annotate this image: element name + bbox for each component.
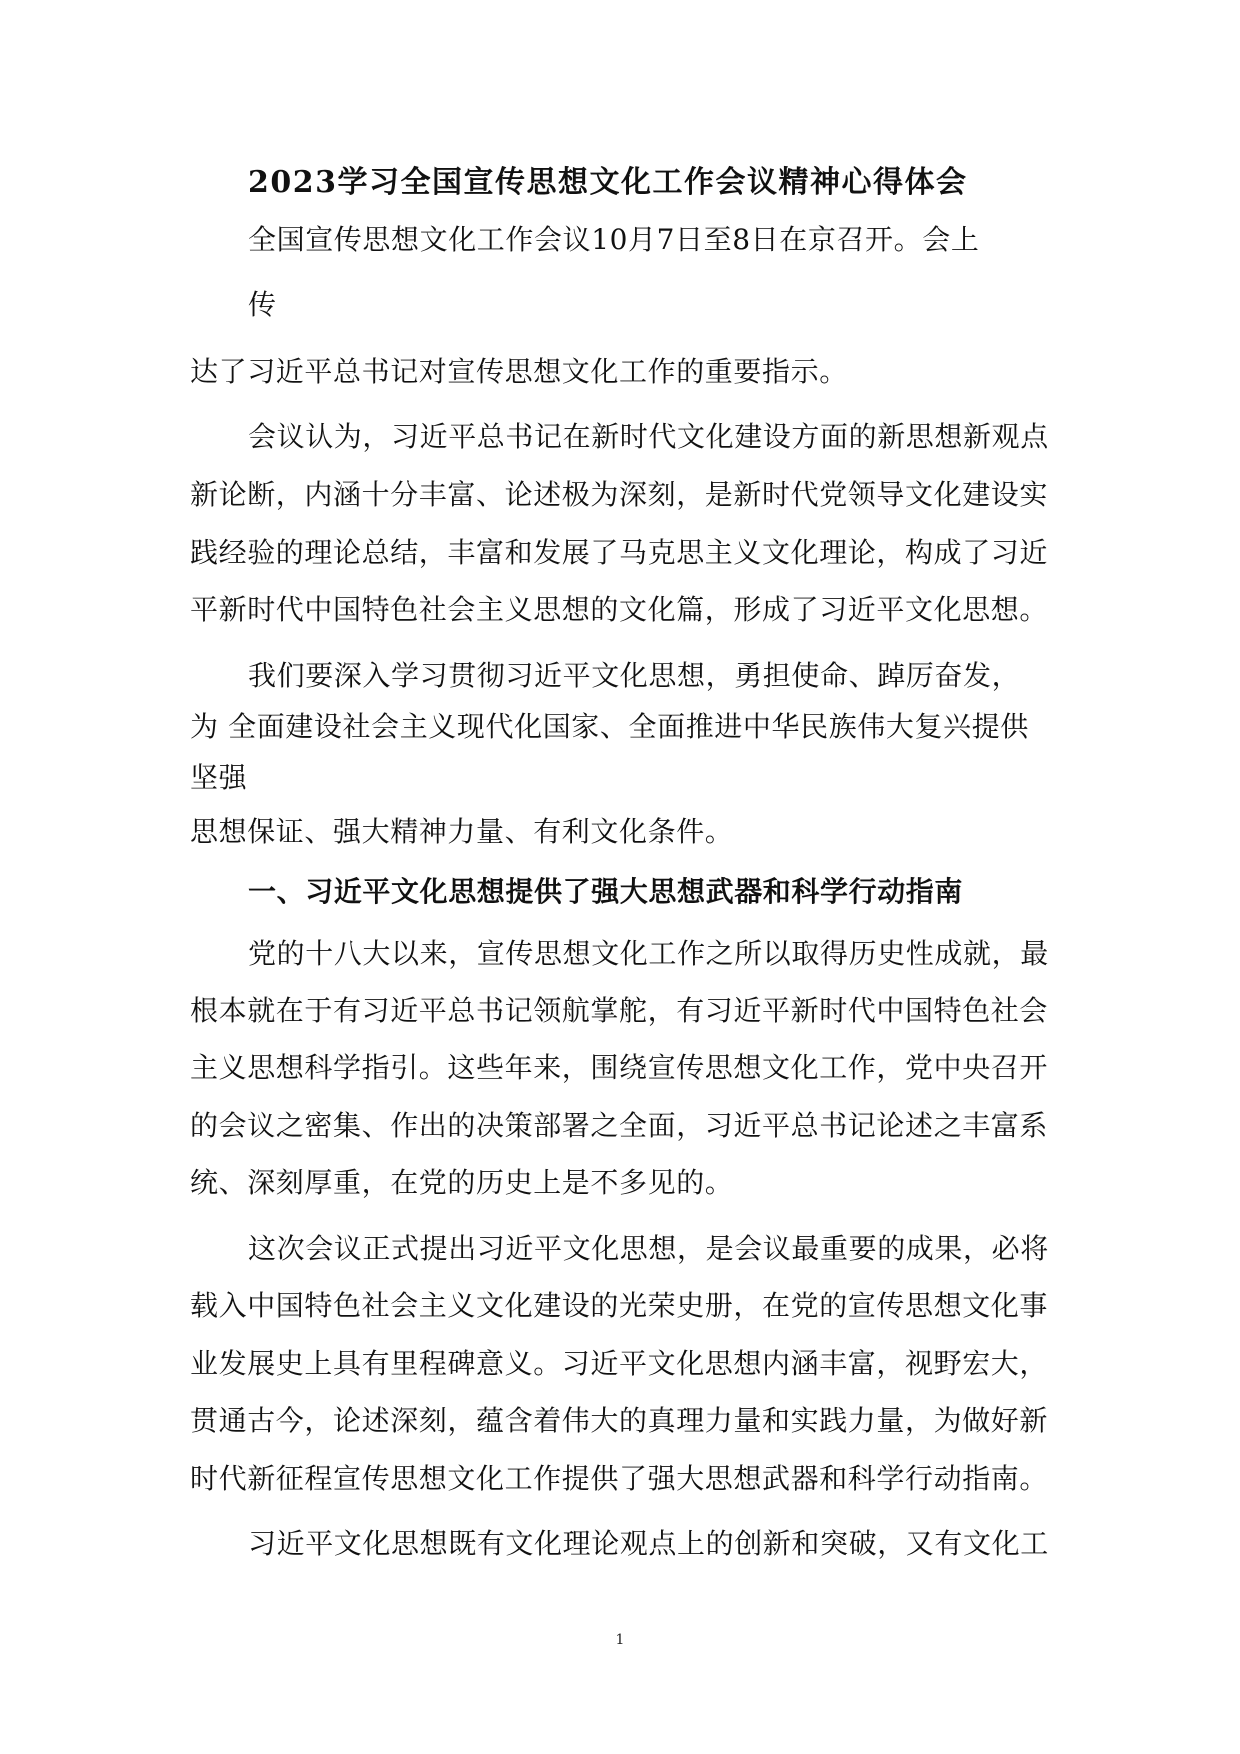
paragraph-line: 载入中国特色社会主义文化建设的光荣史册，在党的宣传思想文化事	[190, 1289, 1049, 1322]
paragraph-line: 党的十八大以来，宣传思想文化工作之所以取得历史性成就，最	[248, 937, 1049, 970]
paragraph-line: 习近平文化思想既有文化理论观点上的创新和突破，又有文化工	[248, 1527, 1049, 1560]
paragraph-line: 会议认为，习近平总书记在新时代文化建设方面的新思想新观点	[248, 420, 1049, 453]
paragraph-line: 主义思想科学指引。这些年来，围绕宣传思想文化工作，党中央召开	[190, 1051, 1049, 1084]
paragraph-line: 时代新征程宣传思想文化工作提供了强大思想武器和科学行动指南。	[190, 1462, 1049, 1495]
section-heading: 一、习近平文化思想提供了强大思想武器和科学行动指南	[248, 875, 964, 908]
page-number: 1	[615, 1632, 625, 1648]
paragraph-line: 传	[248, 288, 277, 321]
paragraph-line: 践经验的理论总结，丰富和发展了马克思主义文化理论，构成了习近	[190, 536, 1049, 569]
paragraph-line: 统、深刻厚重，在党的历史上是不多见的。	[190, 1166, 734, 1199]
paragraph-line: 业发展史上具有里程碑意义。习近平文化思想内涵丰富，视野宏大，	[190, 1347, 1049, 1380]
paragraph-line: 坚强	[190, 761, 248, 794]
paragraph-line: 达了习近平总书记对宣传思想文化工作的重要指示。	[190, 355, 848, 388]
paragraph-line: 根本就在于有习近平总书记领航掌舵，有习近平新时代中国特色社会	[190, 994, 1049, 1027]
document-title: 2023学习全国宣传思想文化工作会议精神心得体会	[248, 165, 968, 200]
paragraph-line: 的会议之密集、作出的决策部署之全面，习近平总书记论述之丰富系	[190, 1109, 1049, 1142]
paragraph-line: 思想保证、强大精神力量、有利文化条件。	[190, 815, 734, 848]
paragraph-line: 新论断，内涵十分丰富、论述极为深刻，是新时代党领导文化建设实	[190, 478, 1049, 511]
paragraph-line: 全国宣传思想文化工作会议10月7日至8日在京召开。会上	[248, 223, 980, 256]
paragraph-line: 这次会议正式提出习近平文化思想，是会议最重要的成果，必将	[248, 1232, 1049, 1265]
paragraph-line: 平新时代中国特色社会主义思想的文化篇，形成了习近平文化思想。	[190, 593, 1049, 626]
paragraph-line: 我们要深入学习贯彻习近平文化思想，勇担使命、踔厉奋发，	[248, 659, 1021, 692]
paragraph-line: 贯通古今，论述深刻，蕴含着伟大的真理力量和实践力量，为做好新	[190, 1404, 1049, 1437]
paragraph-line: 为 全面建设社会主义现代化国家、全面推进中华民族伟大复兴提供	[190, 710, 1029, 743]
